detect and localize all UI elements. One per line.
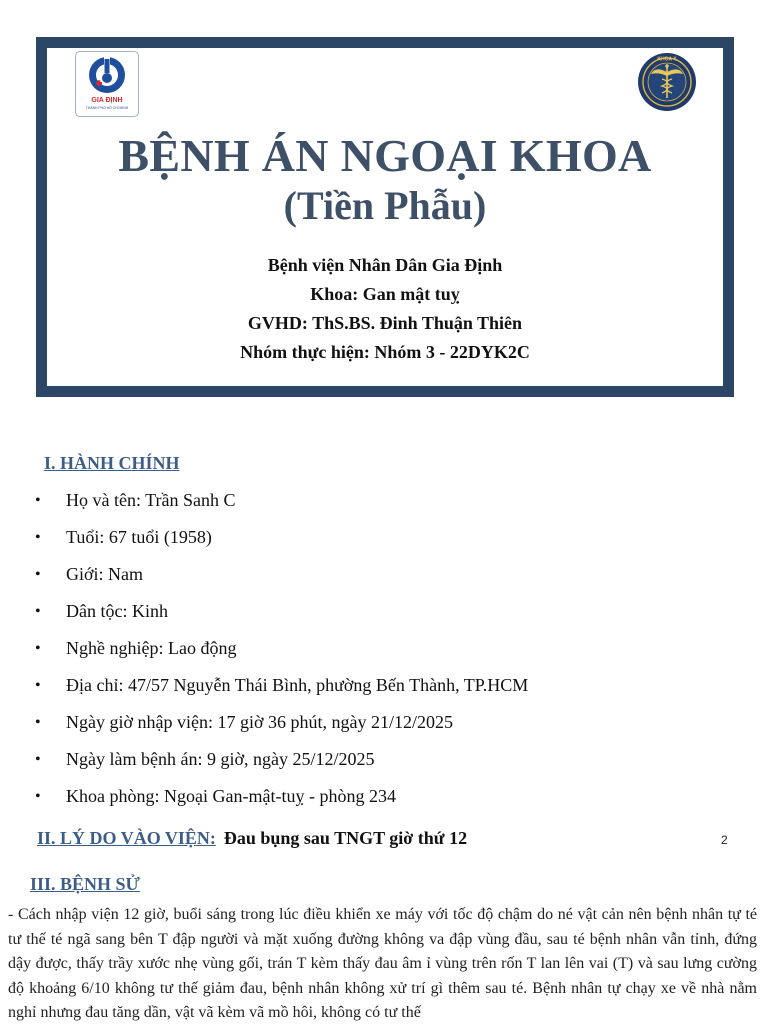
history-paragraph: - Cách nhập viện 12 giờ, buổi sáng trong lúc điều khiển xe máy với tốc độ chậm do né vật cản nên bệnh nhân tự té tư thế té ngã sang bên T đập người và mặt xuống đường không va đập vùng đầu, sau té bệnh nhân vẫn tỉnh, đứng dậy được, thấy trầy xước nhẹ vùng gối, trán T kèm thấy đau âm ỉ vùng trên rốn T lan lên vai (T) và sau lưng cường độ khoảng 6/10 không tư thế giảm đau, bệnh nhân không xử trí gì thêm sau té. Bệnh nhân tự chạy xe về nhà nằm nghỉ nhưng đau tăng dần, vật vã kèm vã mồ hôi, không có tư thế bbox=[8, 906, 757, 1021]
seal-text: KHOA Y bbox=[657, 56, 677, 63]
supervisor-name: GVHD: ThS.BS. Đinh Thuận Thiên bbox=[247, 313, 523, 333]
cover-frame bbox=[36, 37, 734, 397]
list-item bbox=[0, 630, 768, 667]
hospital-logo-icon bbox=[76, 52, 138, 116]
list-item bbox=[0, 482, 768, 519]
group-name: Nhóm thực hiện: Nhóm 3 - 22DYK2C bbox=[240, 342, 530, 362]
logo-text-main: GIA ĐỊNH bbox=[91, 97, 123, 104]
record-date: Ngày làm bệnh án: 9 giờ, ngày 25/12/2025 bbox=[66, 749, 375, 769]
bullet-icon: • bbox=[35, 566, 41, 583]
patient-ethnicity: Dân tộc: Kinh bbox=[66, 601, 168, 621]
ward-room: Khoa phòng: Ngoại Gan-mật-tuỵ - phòng 234 bbox=[66, 786, 396, 806]
patient-occupation: Nghề nghiệp: Lao động bbox=[66, 638, 237, 658]
document-title: BỆNH ÁN NGOẠI KHOA bbox=[118, 130, 652, 181]
bullet-icon: • bbox=[35, 529, 41, 546]
list-item bbox=[0, 704, 768, 741]
page-number: 2 bbox=[721, 833, 728, 847]
faculty-seal bbox=[637, 52, 697, 112]
patient-gender: Giới: Nam bbox=[66, 564, 144, 584]
bullet-icon: • bbox=[35, 603, 41, 620]
bullet-icon: • bbox=[35, 492, 41, 509]
patient-name: Họ và tên: Trần Sanh C bbox=[66, 490, 236, 510]
list-item bbox=[0, 741, 768, 778]
list-item bbox=[0, 519, 768, 556]
administrative-list bbox=[0, 482, 768, 815]
hospital-name: Bệnh viện Nhân Dân Gia Định bbox=[267, 255, 503, 275]
list-item bbox=[0, 667, 768, 704]
bullet-icon: • bbox=[35, 677, 41, 694]
caduceus-seal-icon bbox=[637, 52, 697, 112]
cover-info bbox=[47, 251, 723, 367]
bullet-icon: • bbox=[35, 640, 41, 657]
admission-time: Ngày giờ nhập viện: 17 giờ 36 phút, ngày 21/12/2025 bbox=[66, 712, 453, 732]
bullet-icon: • bbox=[35, 714, 41, 731]
section-reason-title: II. LÝ DO VÀO VIỆN: bbox=[37, 828, 216, 848]
patient-address: Địa chỉ: 47/57 Nguyễn Thái Bình, phường Bến Thành, TP.HCM bbox=[66, 675, 529, 695]
admission-reason: Đau bụng sau TNGT giờ thứ 12 bbox=[223, 828, 468, 848]
list-item bbox=[0, 593, 768, 630]
list-item bbox=[0, 778, 768, 815]
admission-reason-row bbox=[37, 825, 467, 851]
section-administrative-title: I. HÀNH CHÍNH bbox=[44, 453, 180, 473]
bullet-icon: • bbox=[35, 751, 41, 768]
list-item bbox=[0, 556, 768, 593]
patient-age: Tuổi: 67 tuổi (1958) bbox=[66, 527, 212, 547]
hospital-logo bbox=[75, 51, 139, 117]
bullet-icon: • bbox=[35, 788, 41, 805]
logo-text-sub: THÀNH PHỐ HỒ CHÍ MINH bbox=[85, 106, 129, 110]
department-name: Khoa: Gan mật tuỵ bbox=[310, 284, 460, 304]
section-history-title: III. BỆNH SỬ bbox=[30, 874, 140, 894]
document-subtitle: (Tiền Phẫu) bbox=[283, 183, 487, 228]
